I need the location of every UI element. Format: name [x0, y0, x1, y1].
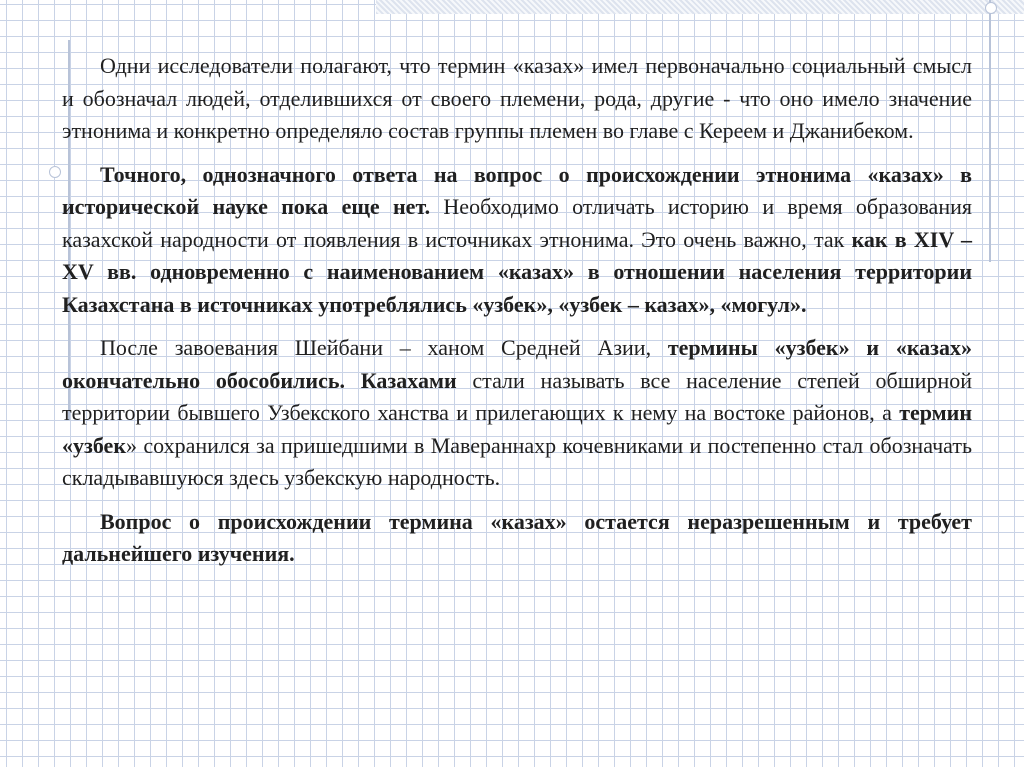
left-decorative-dot: [49, 166, 61, 178]
paragraph-2-bold-3: как в XIV – XV вв. одновременно с наименованием «казах» в отношении населения территории Казахстана в источниках употреблялись «узбек», «узбек – казах», «могул».: [62, 226, 973, 317]
top-decorative-dot: [985, 2, 997, 14]
paragraph-2: [62, 159, 972, 322]
paragraph-2-bold-1: Точного, однозначного ответа на вопрос о происхождении этнонима «казах» в исторической науке пока еще нет.: [62, 161, 972, 219]
paragraph-1: [62, 50, 972, 148]
paragraph-1-text: Одни исследователи полагают, что термин «казах» имел первоначально социальный смысл и обозначал людей, отделившихся от своего племени, рода, другие - что оно имело значение этнонима и конкретно определяло состав группы племен во главе с Кереем и Джанибеком.: [62, 53, 972, 143]
right-decorative-line: [989, 0, 991, 262]
paragraph-3-bold-4: термин «узбек: [62, 400, 972, 458]
paragraph-3-text-3: стали называть все население степей обширной территории бывшего Узбекского ханства и прилегающих к нему на востоке районов, а: [62, 367, 972, 425]
paragraph-3-bold-2: термины «узбек» и «казах» окончательно обособились. Казахами: [62, 335, 973, 393]
paragraph-4: [62, 506, 972, 571]
top-decorative-band: [376, 0, 1024, 14]
paragraph-3-text-5: » сохранился за пришедшими в Мавераннахр кочевниками и постепенно стал обозначать складывавшуюся здесь узбекскую народность.: [62, 432, 972, 490]
paragraph-4-bold: Вопрос о происхождении термина «казах» остается неразрешенным и требует дальнейшего изучения.: [62, 508, 972, 566]
slide-body: [62, 50, 972, 571]
paragraph-3: [62, 332, 972, 495]
paragraph-2-text-2: Необходимо отличать историю и время образования казахской народности от появления в источниках этнонима. Это очень важно, так: [62, 194, 972, 252]
paragraph-3-text-1: После завоевания Шейбани – ханом Средней Азии,: [100, 335, 668, 360]
